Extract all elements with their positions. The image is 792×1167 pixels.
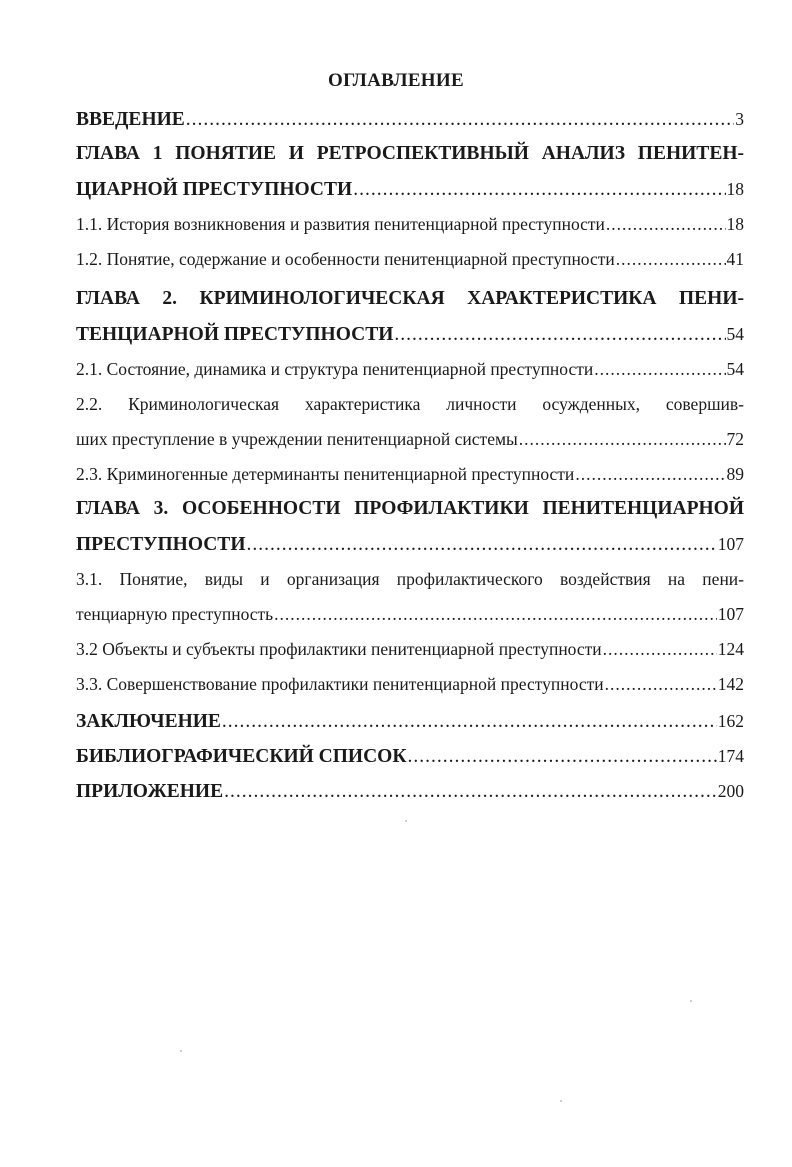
toc-page-number: 3 xyxy=(735,109,744,129)
toc-page-number: 162 xyxy=(717,711,744,731)
toc-entry-section-3-1 xyxy=(76,599,744,629)
dot-leader xyxy=(394,320,725,350)
dot-leader xyxy=(353,175,725,205)
toc-page-number: 124 xyxy=(717,639,744,659)
toc-page-number: 54 xyxy=(726,359,744,379)
toc-entry-text: 3.3. Совершенствование профилактики пенитенциарной преступности xyxy=(76,674,604,694)
page-title: ОГЛАВЛЕНИЕ xyxy=(328,70,464,91)
toc-page-number: 89 xyxy=(726,464,744,484)
toc-entry-text: ЗАКЛЮЧЕНИЕ xyxy=(76,711,221,732)
toc-entry-text: ПРИЛОЖЕНИЕ xyxy=(76,781,224,802)
toc-entry-section-1-2 xyxy=(76,244,744,274)
toc-entry-section-3-1-line1: 3.1. Понятие, виды и организация профилактического воздействия на пени- xyxy=(76,569,744,589)
scan-speck xyxy=(690,1000,692,1002)
toc-entry-text: БИБЛИОГРАФИЧЕСКИЙ СПИСОК xyxy=(76,746,407,767)
scan-speck xyxy=(180,1050,182,1052)
toc-entry-chapter3-line1: ГЛАВА 3. ОСОБЕННОСТИ ПРОФИЛАКТИКИ ПЕНИТЕНЦИАРНОЙ xyxy=(76,498,744,519)
toc-entry-text: 3.2 Объекты и субъекты профилактики пенитенциарной преступности xyxy=(76,639,602,659)
toc-entry-section-1-1 xyxy=(76,209,744,239)
toc-page-number: 142 xyxy=(717,674,744,694)
toc-entry-text: 1.1. История возникновения и развития пенитенциарной преступности xyxy=(76,214,605,234)
toc-entry-section-3-2 xyxy=(76,634,744,664)
toc-page-number: 174 xyxy=(717,746,744,766)
dot-leader xyxy=(575,459,725,489)
toc-entry-text: 1.2. Понятие, содержание и особенности пенитенциарной преступности xyxy=(76,249,615,269)
toc-entry-text: тенциарную преступность xyxy=(76,604,274,624)
dot-leader xyxy=(616,244,726,274)
scan-speck xyxy=(405,820,407,822)
dot-leader xyxy=(274,599,717,629)
dot-leader xyxy=(186,105,734,135)
toc-page-number: 18 xyxy=(726,179,744,199)
toc-entry-conclusion xyxy=(76,706,744,736)
dot-leader xyxy=(603,634,717,664)
toc-page-number: 200 xyxy=(717,781,744,801)
toc-entry-text: 2.3. Криминогенные детерминанты пенитенциарной преступности xyxy=(76,464,575,484)
dot-leader xyxy=(222,707,717,737)
toc-page-number: 72 xyxy=(726,429,744,449)
dot-leader xyxy=(407,742,716,772)
toc-entry-chapter1 xyxy=(76,174,744,204)
toc-entry-chapter2 xyxy=(76,319,744,349)
toc-entry-text: ЦИАРНОЙ ПРЕСТУПНОСТИ xyxy=(76,179,353,200)
toc-page-number: 54 xyxy=(726,324,744,344)
toc-entry-text: ВВЕДЕНИЕ xyxy=(76,109,185,130)
toc-entry-section-2-2-line1: 2.2. Криминологическая характеристика личности осужденных, совершив- xyxy=(76,394,744,414)
toc-entry-chapter1-line1: ГЛАВА 1 ПОНЯТИЕ И РЕТРОСПЕКТИВНЫЙ АНАЛИЗ ПЕНИТЕН- xyxy=(76,143,744,164)
toc-page-number: 18 xyxy=(726,214,744,234)
toc-entry-appendix xyxy=(76,776,744,806)
toc-entry-chapter3 xyxy=(76,529,744,559)
dot-leader xyxy=(594,354,725,384)
toc-entry-section-2-1 xyxy=(76,354,744,384)
toc-entry-text: ших преступление в учреждении пенитенциарной системы xyxy=(76,429,518,449)
toc-entry-section-2-2 xyxy=(76,424,744,454)
dot-leader xyxy=(224,777,717,807)
toc-entry-chapter2-line1: ГЛАВА 2. КРИМИНОЛОГИЧЕСКАЯ ХАРАКТЕРИСТИКА ПЕНИ- xyxy=(76,288,744,309)
dot-leader xyxy=(246,530,716,560)
toc-entry-text: ТЕНЦИАРНОЙ ПРЕСТУПНОСТИ xyxy=(76,324,394,345)
toc-entry-section-2-3 xyxy=(76,459,744,489)
toc-page-number: 107 xyxy=(717,604,744,624)
toc-entry-section-3-3 xyxy=(76,669,744,699)
dot-leader xyxy=(605,669,717,699)
toc-page-number: 41 xyxy=(726,249,744,269)
scan-speck xyxy=(560,1100,562,1102)
toc-entry-text: 2.1. Состояние, динамика и структура пенитенциарной преступности xyxy=(76,359,594,379)
dot-leader xyxy=(606,209,726,239)
toc-page-number: 107 xyxy=(717,534,744,554)
toc-entry-introduction xyxy=(76,104,744,134)
toc-entry-bibliography xyxy=(76,741,744,771)
dot-leader xyxy=(519,424,726,454)
toc-entry-text: ПРЕСТУПНОСТИ xyxy=(76,534,246,555)
